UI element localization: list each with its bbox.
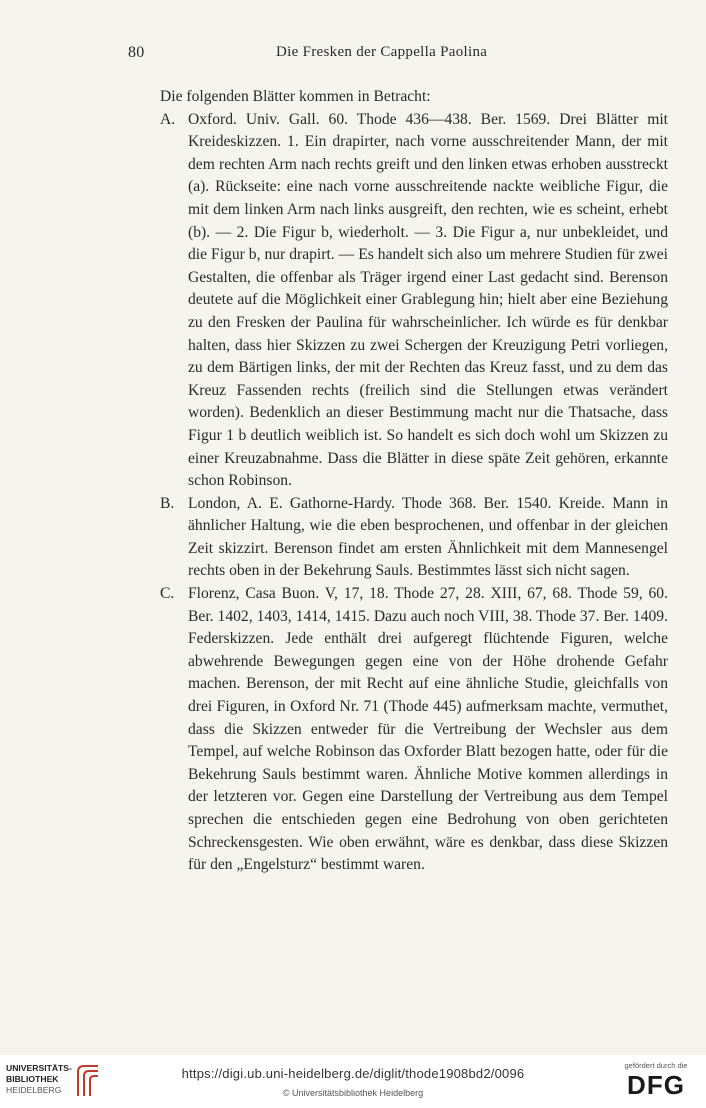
entry-text: Florenz, Casa Buon. V, 17, 18. Thode 27, 28. XIII, 67, 68. Thode 59, 60. Ber. 1402, 1403, 1414, 1415. Dazu auch noch VIII, 38. Thode 37. Ber. 1409. Federskizzen. Jede enthält drei aufgeregt flüchtende Figuren, welche abwehrende Bewegungen gegen eine von der Höhe drohende Gefahr machen. Berenson, der mit Recht auf eine ähnliche Studie, gleichfalls von drei Figuren, in Oxford Nr. 71 (Thode 445) aufmerksam machte, vermuthet, dass die Skizzen entweder für die Vertreibung der Wechsler aus dem Tempel, auf welche Robinson das Oxforder Blatt bezogen hatte, oder für die Bekehrung Sauls bestimmt waren. Ähnliche Motive kommen allerdings in der letzteren vor. Gegen eine Darstellung der Vertreibung aus dem Tempel sprechen die entschieden gegen eine Bedrohung von oben gerichteten Schreckensgesten. Wie oben erwähnt, wäre es denkbar, dass diese Skizzen für den „Engelsturz“ bestimmt waren. <box>188 585 668 874</box>
funder-note: gefördert durch die <box>624 1061 688 1070</box>
entry-text: Oxford. Univ. Gall. 60. Thode 436—438. Ber. 1569. Drei Blätter mit Kreideskizzen. 1. Ein drapirter, nach vorne ausschreitender Mann, der mit dem rechten Arm nach rechts greift und den linken etwas erhoben ausstreckt (a). Rückseite: eine nach vorne ausschreitende nackte weibliche Figur, die mit dem linken Arm nach links ausgreift, den rechten, wie es scheint, erhebt (b). — 2. Die Figur b, wiederholt. — 3. Die Figur a, nur unbekleidet, und die Figur b, nur drapirt. — Es handelt sich also um mehrere Studien für zwei Gestalten, die offenbar als Träger irgend einer Last gedacht sind. Berenson deutete auf die Möglichkeit einer Grablegung hin; hielt aber eine Beziehung zu den Fresken der Paulina für wahrscheinlicher. Ich würde es für denkbar halten, dass hier Skizzen zu zwei Schergen der Kreuzigung Petri vorliegen, zu dem Bärtigen links, der mit der Rechten das Kreuz fasst, und zu dem das Kreuz Fassenden rechts (freilich sind die Stellungen etwas verändert worden). Bedenklich an dieser Bestimmung macht nur die Thatsache, dass Figur 1 b deutlich weiblich ist. So handelt es sich doch wohl um Skizzen zu einer Kreuzabnahme. Dass die Blätter in diese späte Zeit gehören, erkannte schon Robinson. <box>188 110 668 490</box>
library-name-line2: BIBLIOTHEK <box>6 1074 59 1084</box>
library-name-line3: HEIDELBERG <box>6 1085 62 1095</box>
entry-a <box>160 109 668 493</box>
page-number: 80 <box>128 44 145 61</box>
page-header <box>128 44 668 70</box>
entry-letter: A. <box>160 110 176 128</box>
library-name-line1: UNIVERSITÄTS- <box>6 1063 72 1073</box>
running-title: Die Fresken der Cappella Paolina <box>276 44 488 60</box>
entry-letter: B. <box>160 494 175 512</box>
entry-letter: C. <box>160 585 175 603</box>
copyright-notice: © Universitätsbibliothek Heidelberg <box>282 1088 424 1098</box>
page-url-link[interactable]: https://digi.ub.uni-heidelberg.de/diglit/thode1908bd2/0096 <box>181 1066 525 1081</box>
viewer-footer <box>0 1055 706 1108</box>
body-text <box>160 86 668 877</box>
dfg-logo-text: DFG <box>627 1070 685 1100</box>
funder-logo[interactable] <box>616 1061 696 1100</box>
entry-b <box>160 493 668 583</box>
intro-line: Die folgenden Blätter kommen in Betracht: <box>160 88 431 105</box>
entry-c <box>160 583 668 877</box>
entry-text: London, A. E. Gathorne-Hardy. Thode 368. Ber. 1540. Kreide. Mann in ähnlicher Haltung, wie die eben besprochenen, und offenbar in der gleichen Zeit skizzirt. Berenson findet am ersten Ähnlichkeit mit dem Mannesengel rechts oben in der Bekehrung Sauls. Bestimmtes lässt sich nicht sagen. <box>188 494 668 580</box>
